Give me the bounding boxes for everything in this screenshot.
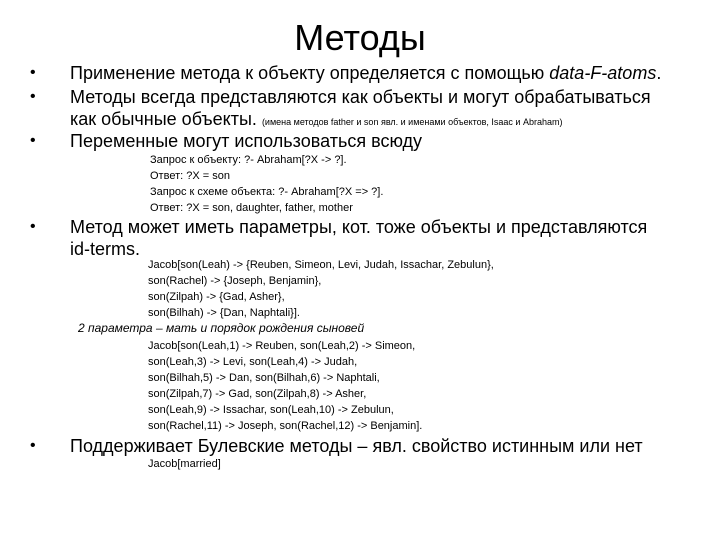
bullet-small-note: (имена методов father и son явл. и именами объектов, Isaac и Abraham): [261, 117, 563, 127]
bullet-text-line1: Метод может иметь параметры, кот. тоже объекты и представляются: [70, 217, 648, 237]
bullet-text-line2: как обычные объекты.: [70, 109, 262, 129]
code-line: Ответ: ?X = son, daughter, father, mother: [150, 202, 353, 214]
code-line: son(Bilhah,5) -> Dan, son(Bilhah,6) -> Naphtali,: [148, 372, 380, 384]
code-line: Ответ: ?X = son: [150, 170, 230, 182]
code-line: son(Zilpah,7) -> Gad, son(Zilpah,8) -> Asher,: [148, 388, 367, 400]
query-example-3: [148, 338, 422, 434]
query-example-4: [148, 456, 221, 472]
query-example-1: [150, 152, 383, 216]
bullet-icon: •: [30, 218, 36, 235]
code-line: son(Zilpah) -> {Gad, Asher},: [148, 291, 285, 303]
slide-title: Методы: [294, 17, 426, 58]
code-line: son(Leah,3) -> Levi, son(Leah,4) -> Judah,: [148, 356, 358, 368]
code-line: Запрос к объекту: ?- Abraham[?X -> ?].: [150, 154, 347, 166]
bullet-text-line2: id-terms.: [70, 239, 141, 259]
bullet-text-line1: Методы всегда представляются как объекты и могут обрабатываться: [70, 87, 651, 107]
bullet-text: Применение метода к объекту определяется с помощью: [70, 63, 550, 83]
bullet-end: .: [656, 63, 662, 83]
bullet-icon: •: [30, 437, 36, 454]
code-line: Запрос к схеме объекта: ?- Abraham[?X => ?].: [150, 186, 384, 198]
bullet-icon: •: [30, 88, 36, 105]
code-line: son(Bilhah) -> {Dan, Naphtali}].: [148, 307, 300, 319]
bullet-icon: •: [30, 64, 36, 81]
code-line: son(Rachel) -> {Joseph, Benjamin},: [148, 275, 322, 287]
code-line: Jacob[son(Leah,1) -> Reuben, son(Leah,2) -> Simeon,: [148, 340, 416, 352]
code-line: son(Leah,9) -> Issachar, son(Leah,10) -> Zebulun,: [148, 404, 394, 416]
query-example-2: [148, 257, 494, 321]
code-line: Jacob[son(Leah) -> {Reuben, Simeon, Levi, Judah, Issachar, Zebulun},: [148, 259, 494, 271]
bullet-icon: •: [30, 132, 36, 149]
code-line: son(Rachel,11) -> Joseph, son(Rachel,12) -> Benjamin].: [148, 420, 423, 432]
bullet-text: Переменные могут использоваться всюду: [70, 131, 423, 151]
bullet-italic-term: data-F-atoms: [549, 63, 657, 83]
params-note: 2 параметра – мать и порядок рождения сыновей: [78, 321, 365, 335]
code-line: Jacob[married]: [148, 458, 221, 470]
bullet-text: Поддерживает Булевские методы – явл. свойство истинным или нет: [70, 436, 643, 456]
